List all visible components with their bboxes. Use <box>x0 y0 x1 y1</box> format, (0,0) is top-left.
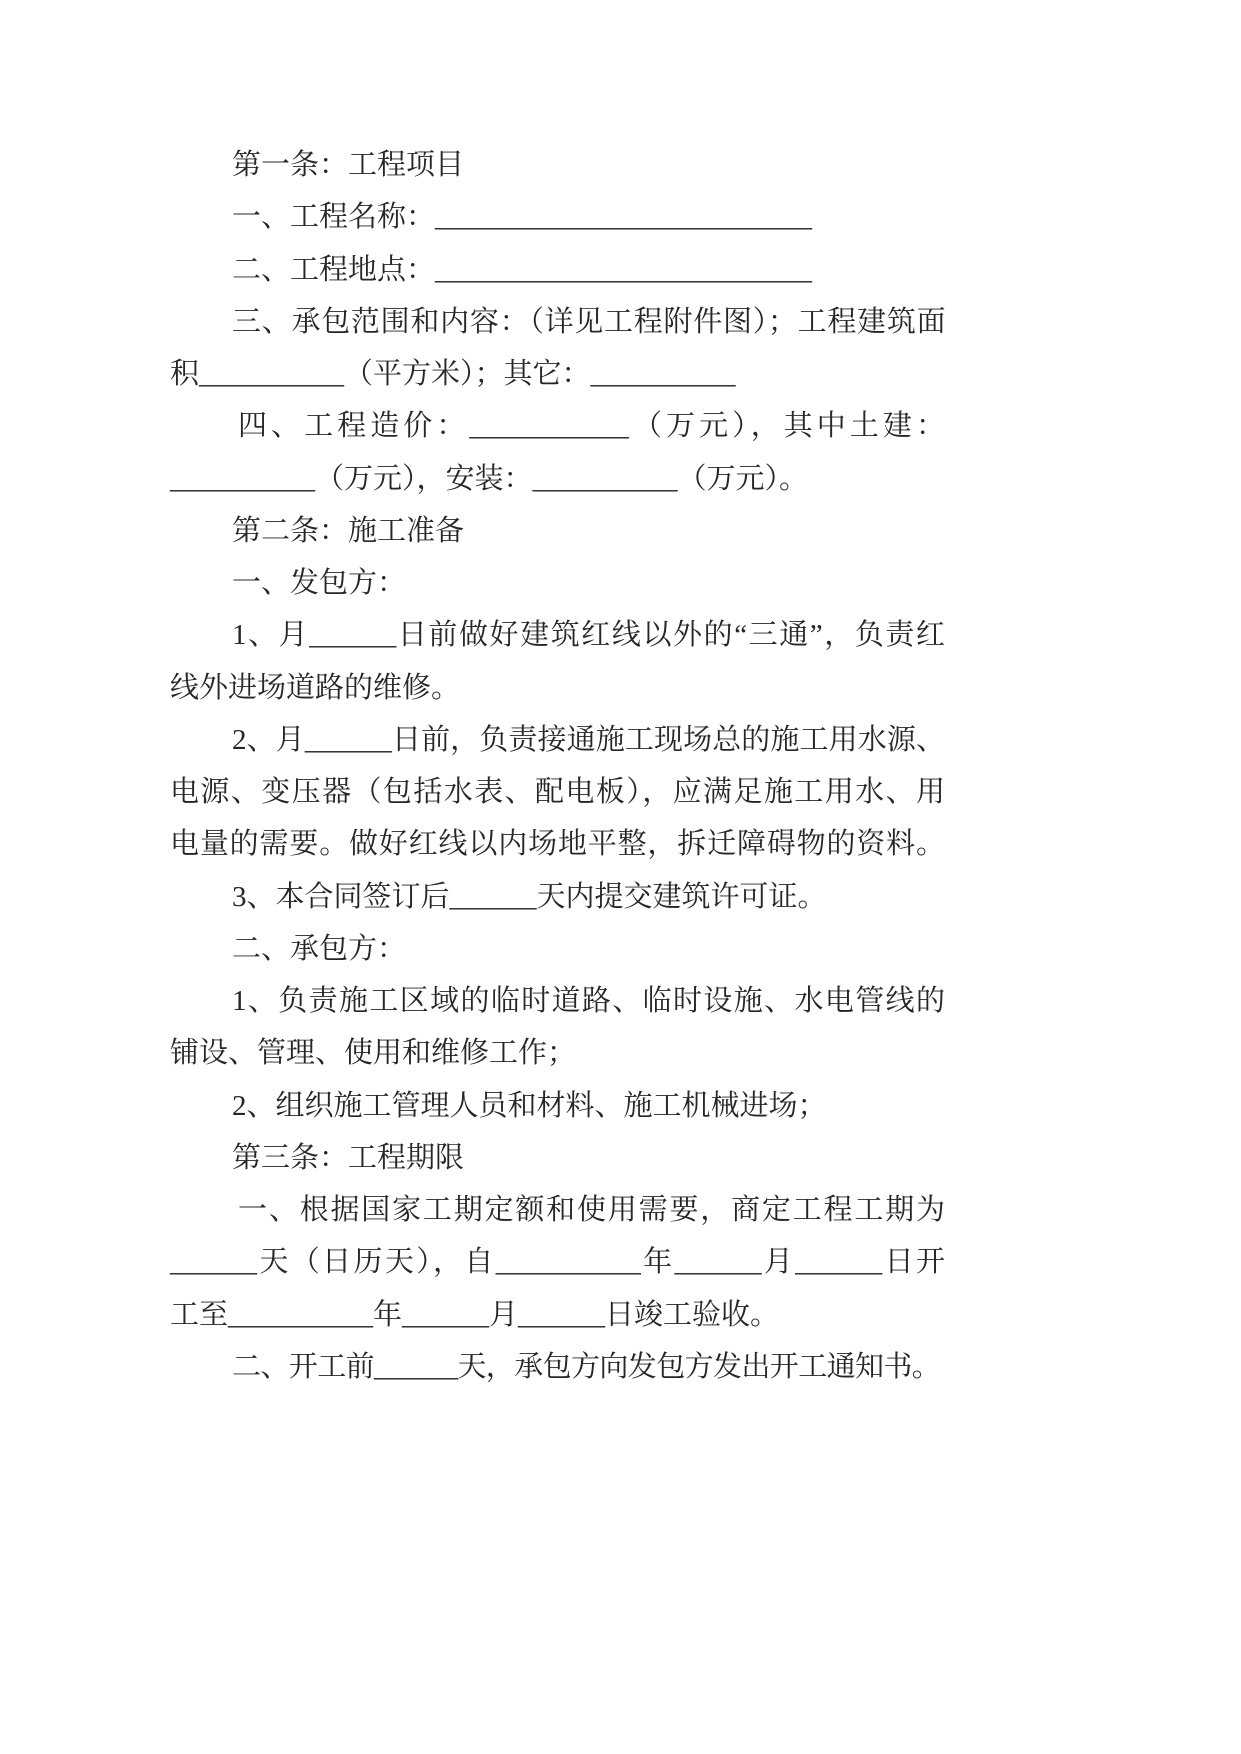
duration-line-2: ______天（日历天），自__________年______月______日开 <box>170 1246 945 1279</box>
employer-item-1-line-2: 线外进场道路的维修。 <box>170 671 461 704</box>
employer-item-2-line-3: 电量的需要。做好红线以内场地平整，拆迁障碍物的资料。 <box>170 828 945 861</box>
contractor-item-2: 2、组织施工管理人员和材料、施工机械进场； <box>232 1089 827 1122</box>
duration-line-1: 一、根据国家工期定额和使用需要，商定工程工期为 <box>238 1194 945 1226</box>
article-1-heading: 第一条：工程项目 <box>232 149 465 181</box>
cost-line-2: __________（万元），安装：__________（万元）。 <box>170 462 809 495</box>
contractor-item-1-line-2: 铺设、管理、使用和维修工作； <box>170 1037 577 1070</box>
contractor-heading: 二、承包方： <box>232 932 407 965</box>
article-3-heading: 第三条：工程期限 <box>232 1141 465 1174</box>
article-2-heading: 第二条：施工准备 <box>232 514 465 547</box>
cost-line-1: 四、工程造价：___________（万元），其中土建： <box>238 410 945 443</box>
employer-item-1-line-1: 1、月______日前做好建筑红线以外的“三通”，负责红 <box>232 619 945 652</box>
employer-item-3: 3、本合同签订后______天内提交建筑许可证。 <box>232 880 827 913</box>
duration-line-3: 工至__________年______月______日竣工验收。 <box>170 1298 780 1331</box>
project-location-field: 二、工程地点：__________________________ <box>232 253 813 286</box>
employer-heading: 一、发包方： <box>232 567 407 599</box>
scope-line-1: 三、承包范围和内容：（详见工程附件图）；工程建筑面 <box>232 305 945 338</box>
contract-body <box>170 139 945 1393</box>
project-name-field: 一、工程名称：__________________________ <box>232 201 813 234</box>
employer-item-2-line-2: 电源、变压器（包括水表、配电板），应满足施工用水、用 <box>170 776 945 808</box>
employer-item-2-line-1: 2、月______日前，负责接通施工现场总的施工用水源、 <box>232 723 945 756</box>
contractor-item-1-line-1: 1、负责施工区域的临时道路、临时设施、水电管线的 <box>232 985 945 1017</box>
start-notice: 二、开工前______天，承包方向发包方发出开工通知书。 <box>232 1350 941 1383</box>
scope-line-2: 积__________（平方米）；其它：__________ <box>170 358 736 390</box>
